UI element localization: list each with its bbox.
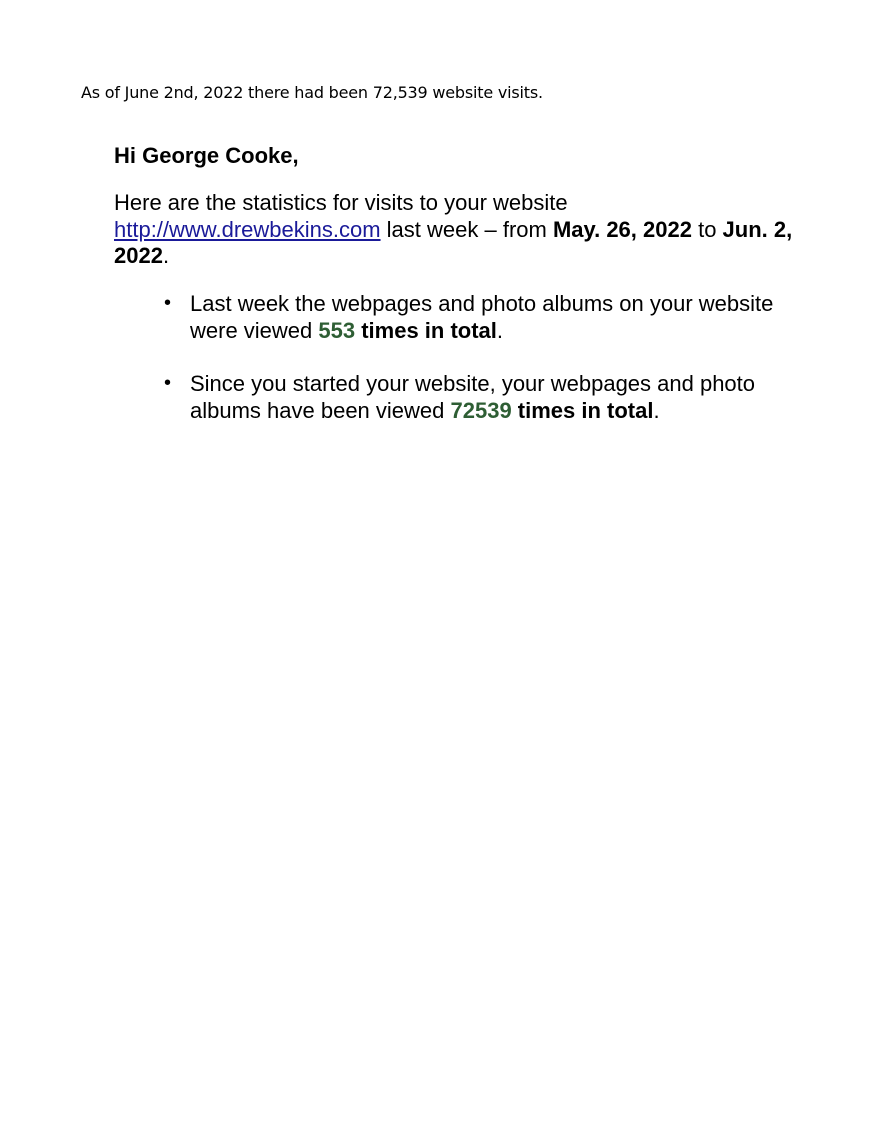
email-greeting: Hi George Cooke, [114,143,299,168]
date-to: Jun. 2, 2022 [114,216,793,268]
weekly-views-count: 553 [318,317,356,343]
total-views-count: 72539 [450,397,512,423]
stat-bold-text: times in total [355,317,497,343]
stat-text: Last week the webpages and photo albums on your website were viewed [190,290,774,343]
stat-end-text: . [653,397,660,423]
website-link[interactable]: http://www.drewbekins.com [114,216,381,242]
stat-text: Since you started your website, your webpages and photo albums have been viewed [190,370,756,423]
stat-bold-text: times in total [511,397,654,423]
stat-end-text: . [496,317,504,343]
email-intro-paragraph [114,190,814,270]
bullet-icon: • [164,371,172,394]
email-screenshot [114,142,814,450]
para-to-text: to [691,216,723,242]
para-lead-text: Here are the statistics for visits to your website [114,190,568,215]
intro-sentence: As of June 2nd, 2022 there had been 72,539 website visits. [81,83,543,102]
bullet-icon: • [164,291,172,314]
date-from: May. 26, 2022 [552,216,692,242]
stats-item-weekly [114,290,814,344]
stats-item-total [114,370,814,424]
para-mid-text: last week – from [380,216,553,242]
stats-list [114,290,814,424]
para-end-text: . [162,243,170,268]
